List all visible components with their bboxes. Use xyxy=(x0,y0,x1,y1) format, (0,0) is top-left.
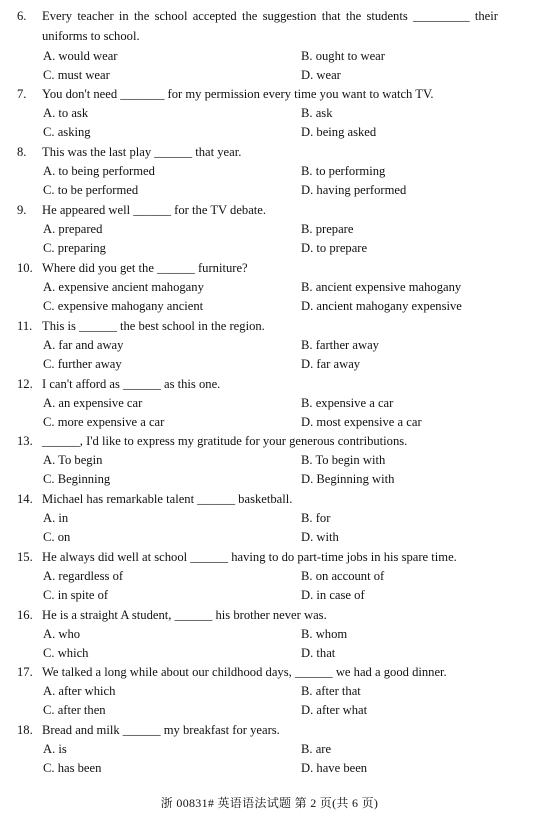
question-stem xyxy=(17,493,292,506)
option-c[interactable]: C. further away xyxy=(43,357,122,371)
question-stem-line2: uniforms to school. xyxy=(42,29,140,43)
question-number: 13. xyxy=(17,434,33,448)
option-d[interactable]: D. having performed xyxy=(301,183,407,197)
option-d[interactable]: D. Beginning with xyxy=(301,472,395,486)
option-d[interactable]: D. to prepare xyxy=(301,241,368,255)
stem-word: that xyxy=(321,9,341,23)
question-text: This is ______ the best school in the region. xyxy=(42,319,265,333)
option-c[interactable]: C. to be performed xyxy=(43,183,139,197)
option-b[interactable]: B. prepare xyxy=(301,222,354,236)
question-stem xyxy=(17,551,457,564)
question-number: 7. xyxy=(17,87,27,101)
question-text: He is a straight A student, ______ his brother never was. xyxy=(42,608,327,622)
page-footer: 浙 00831# 英语语法试题 第 2 页(共 6 页) xyxy=(160,796,379,810)
option-d[interactable]: D. wear xyxy=(301,68,341,82)
option-b[interactable]: B. expensive a car xyxy=(301,396,394,410)
option-d[interactable]: D. with xyxy=(301,530,339,544)
question-text: He always did well at school ______ having to do part-time jobs in his spare time. xyxy=(42,550,457,564)
question-stem xyxy=(17,262,248,275)
option-a[interactable]: A. to being performed xyxy=(43,164,155,178)
question-text: Michael has remarkable talent ______ basketball. xyxy=(42,492,293,506)
option-d[interactable]: D. have been xyxy=(301,761,368,775)
stem-word: in xyxy=(118,9,129,23)
stem-word: the xyxy=(241,9,258,23)
question-text: He appeared well ______ for the TV debate. xyxy=(42,203,267,217)
question-stem xyxy=(17,724,280,737)
option-b[interactable]: B. on account of xyxy=(301,569,385,583)
option-a[interactable]: A. who xyxy=(43,627,81,641)
option-c[interactable]: C. preparing xyxy=(43,241,106,255)
question-stem xyxy=(17,320,265,333)
option-b[interactable]: B. to performing xyxy=(301,164,386,178)
option-d[interactable]: D. far away xyxy=(301,357,361,371)
option-c[interactable]: C. which xyxy=(43,646,89,660)
question-stem xyxy=(17,435,407,448)
question-number: 14. xyxy=(17,492,33,506)
question-stem xyxy=(17,609,327,622)
question-text: I can't afford as ______ as this one. xyxy=(42,377,221,391)
option-b[interactable]: B. after that xyxy=(301,684,361,698)
option-a[interactable]: A. regardless of xyxy=(43,569,124,583)
option-b[interactable]: B. are xyxy=(301,742,332,756)
stem-word: accepted xyxy=(192,9,237,23)
stem-word: Every xyxy=(42,9,73,23)
option-b[interactable]: B. ask xyxy=(301,106,333,120)
option-a[interactable]: A. an expensive car xyxy=(43,396,143,410)
option-a[interactable]: A. far and away xyxy=(43,338,124,352)
option-a[interactable]: A. expensive ancient mahogany xyxy=(43,280,204,294)
option-d[interactable]: D. most expensive a car xyxy=(301,415,422,429)
option-d[interactable]: D. that xyxy=(301,646,336,660)
option-a[interactable]: A. is xyxy=(43,742,67,756)
question-stem xyxy=(17,378,220,391)
question-stem-line1 xyxy=(42,10,498,23)
stem-word: the xyxy=(133,9,150,23)
option-d[interactable]: D. ancient mahogany expensive xyxy=(301,299,462,313)
question-number: 18. xyxy=(17,723,33,737)
question-text: Bread and milk ______ my breakfast for years. xyxy=(42,723,280,737)
question-stem xyxy=(17,666,447,679)
question-number: 8. xyxy=(17,145,27,159)
question-text: ______, I'd like to express my gratitude for your generous contributions. xyxy=(42,434,408,448)
option-c[interactable]: C. must wear xyxy=(43,68,110,82)
question-stem xyxy=(17,204,266,217)
option-b[interactable]: B. whom xyxy=(301,627,348,641)
option-a[interactable]: A. in xyxy=(43,511,69,525)
question-number: 6. xyxy=(17,9,27,23)
question-number: 15. xyxy=(17,550,33,564)
option-d[interactable]: D. in case of xyxy=(301,588,365,602)
question-number: 16. xyxy=(17,608,33,622)
option-c[interactable]: C. in spite of xyxy=(43,588,109,602)
option-a[interactable]: A. would wear xyxy=(43,49,118,63)
option-a[interactable]: A. to ask xyxy=(43,106,89,120)
option-a[interactable]: A. prepared xyxy=(43,222,103,236)
question-number: 12. xyxy=(17,377,33,391)
option-c[interactable]: C. Beginning xyxy=(43,472,111,486)
option-b[interactable]: B. for xyxy=(301,511,331,525)
option-c[interactable]: C. expensive mahogany ancient xyxy=(43,299,204,313)
option-b[interactable]: B. ought to wear xyxy=(301,49,385,63)
question-stem xyxy=(17,88,434,101)
question-stem xyxy=(17,10,42,23)
option-d[interactable]: D. after what xyxy=(301,703,368,717)
stem-word: the xyxy=(345,9,362,23)
question-stem xyxy=(17,146,241,159)
question-number: 9. xyxy=(17,203,27,217)
option-d[interactable]: D. being asked xyxy=(301,125,377,139)
stem-word: teacher xyxy=(77,9,114,23)
option-c[interactable]: C. asking xyxy=(43,125,91,139)
option-b[interactable]: B. farther away xyxy=(301,338,379,352)
option-a[interactable]: A. after which xyxy=(43,684,116,698)
stem-word: suggestion xyxy=(262,9,317,23)
stem-word: students xyxy=(366,9,408,23)
stem-word: _________ xyxy=(412,9,470,23)
option-a[interactable]: A. To begin xyxy=(43,453,103,467)
question-number: 10. xyxy=(17,261,33,275)
stem-word: school xyxy=(154,9,188,23)
question-text: We talked a long while about our childhood days, ______ we had a good dinner. xyxy=(42,665,447,679)
option-c[interactable]: C. on xyxy=(43,530,71,544)
question-number: 11. xyxy=(17,319,33,333)
question-text: Where did you get the ______ furniture? xyxy=(42,261,248,275)
question-text: You don't need _______ for my permission every time you want to watch TV. xyxy=(42,87,434,101)
option-c[interactable]: C. has been xyxy=(43,761,102,775)
question-text: This was the last play ______ that year. xyxy=(42,145,242,159)
option-b[interactable]: B. ancient expensive mahogany xyxy=(301,280,462,294)
option-c[interactable]: C. after then xyxy=(43,703,106,717)
stem-word: their xyxy=(474,9,498,23)
question-number: 17. xyxy=(17,665,33,679)
option-b[interactable]: B. To begin with xyxy=(301,453,386,467)
option-c[interactable]: C. more expensive a car xyxy=(43,415,165,429)
